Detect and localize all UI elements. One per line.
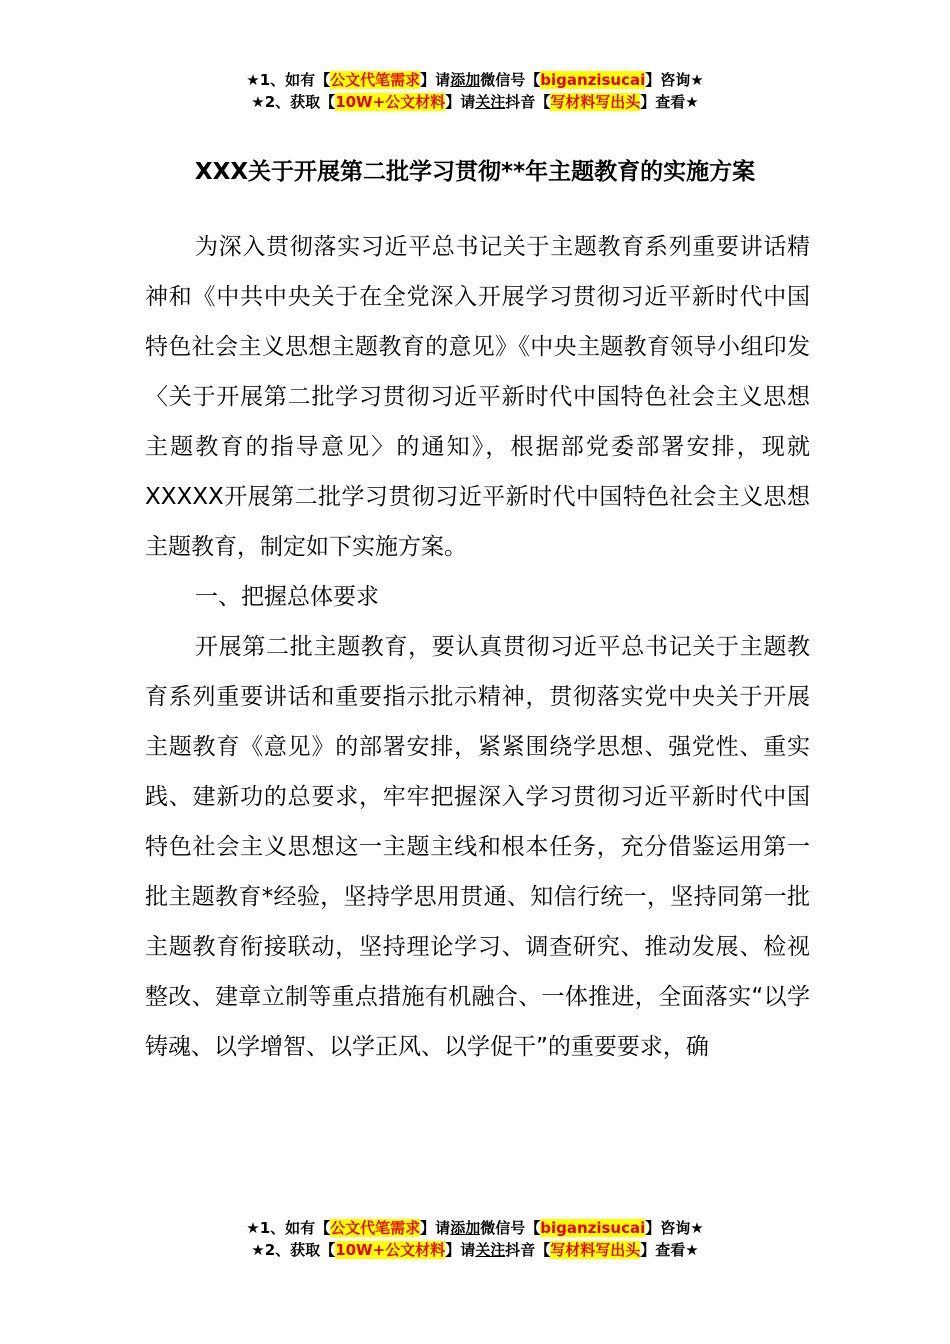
promo-text: 微信号【: [480, 71, 541, 89]
promo-text: ★2、获取【: [251, 1241, 336, 1259]
promo-douyin-id: 写材料写出头: [550, 93, 641, 111]
promo-emphasis: 添加: [450, 1219, 481, 1237]
promo-highlight: 公文代笔需求: [330, 71, 421, 89]
promo-text: 抖音【: [505, 1241, 551, 1259]
section-paragraph: 开展第二批主题教育，要认真贯彻习近平总书记关于主题教育系列重要讲话和重要指示批示精神，贯彻落实党中央关于开展主题教育《意见》的部署安排，紧紧围绕学思想、强党性、重实践、建新功的总要求，牢牢把握深入学习贯彻习近平新时代中国特色社会主义思想这一主题主线和根本任务，充分借鉴运用第一批主题教育*经验，坚持学思用贯通、知信行统一，坚持同第一批主题教育衔接联动，坚持理论学习、调查研究、推动发展、检视整改、建章立制等重点措施有机融合、一体推进，全面落实“以学铸魂、以学增智、以学正风、以学促干”的重要要求，确: [145, 634, 810, 1060]
promo-text: 微信号【: [480, 1219, 541, 1237]
promo-text: ★2、获取【: [251, 93, 336, 111]
promo-highlight: 10W+公文材料: [335, 93, 446, 111]
promo-douyin-id: 写材料写出头: [550, 1241, 641, 1259]
promo-highlight: 10W+公文材料: [335, 1241, 446, 1259]
section-heading: 一、把握总体要求: [195, 584, 379, 610]
promo-text: ★1、如有【: [246, 1219, 331, 1237]
promo-line-2: [0, 1239, 950, 1261]
promo-wechat-id: biganzisucai: [540, 1219, 646, 1237]
promo-emphasis: 关注: [475, 1241, 506, 1259]
promo-text: 】请: [420, 71, 451, 89]
promo-emphasis: 关注: [475, 93, 506, 111]
document-title: XXX关于开展第二批学习贯彻**年主题教育的实施方案: [194, 159, 756, 185]
promo-text: 】请: [420, 1219, 451, 1237]
promo-highlight: 公文代笔需求: [330, 1219, 421, 1237]
intro-paragraph: 为深入贯彻落实习近平总书记关于主题教育系列重要讲话精神和《中共中央关于在全党深入开展学习贯彻习近平新时代中国特色社会主义思想主题教育的意见》《中央主题教育领导小组印发〈关于开展第二批学习贯彻习近平新时代中国特色社会主义思想主题教育的指导意见〉的通知》，根据部党委部署安排，现就XXXXX开展第二批学习贯彻习近平新时代中国特色社会主义思想主题教育，制定如下实施方案。: [145, 234, 810, 560]
promo-text: 】咨询★: [645, 1219, 704, 1237]
promo-text: 】请: [445, 1241, 476, 1259]
promo-footer: [0, 1217, 950, 1261]
promo-line-1: [0, 1217, 950, 1239]
promo-line-2: [0, 91, 950, 113]
promo-text: ★1、如有【: [246, 71, 331, 89]
promo-text: 】咨询★: [645, 71, 704, 89]
promo-wechat-id: biganzisucai: [540, 71, 646, 89]
promo-text: 】查看★: [640, 1241, 699, 1259]
promo-text: 抖音【: [505, 93, 551, 111]
promo-header: [0, 69, 950, 113]
document-body: [145, 222, 810, 1072]
promo-text: 】查看★: [640, 93, 699, 111]
promo-text: 】请: [445, 93, 476, 111]
promo-emphasis: 添加: [450, 71, 481, 89]
promo-line-1: [0, 69, 950, 91]
